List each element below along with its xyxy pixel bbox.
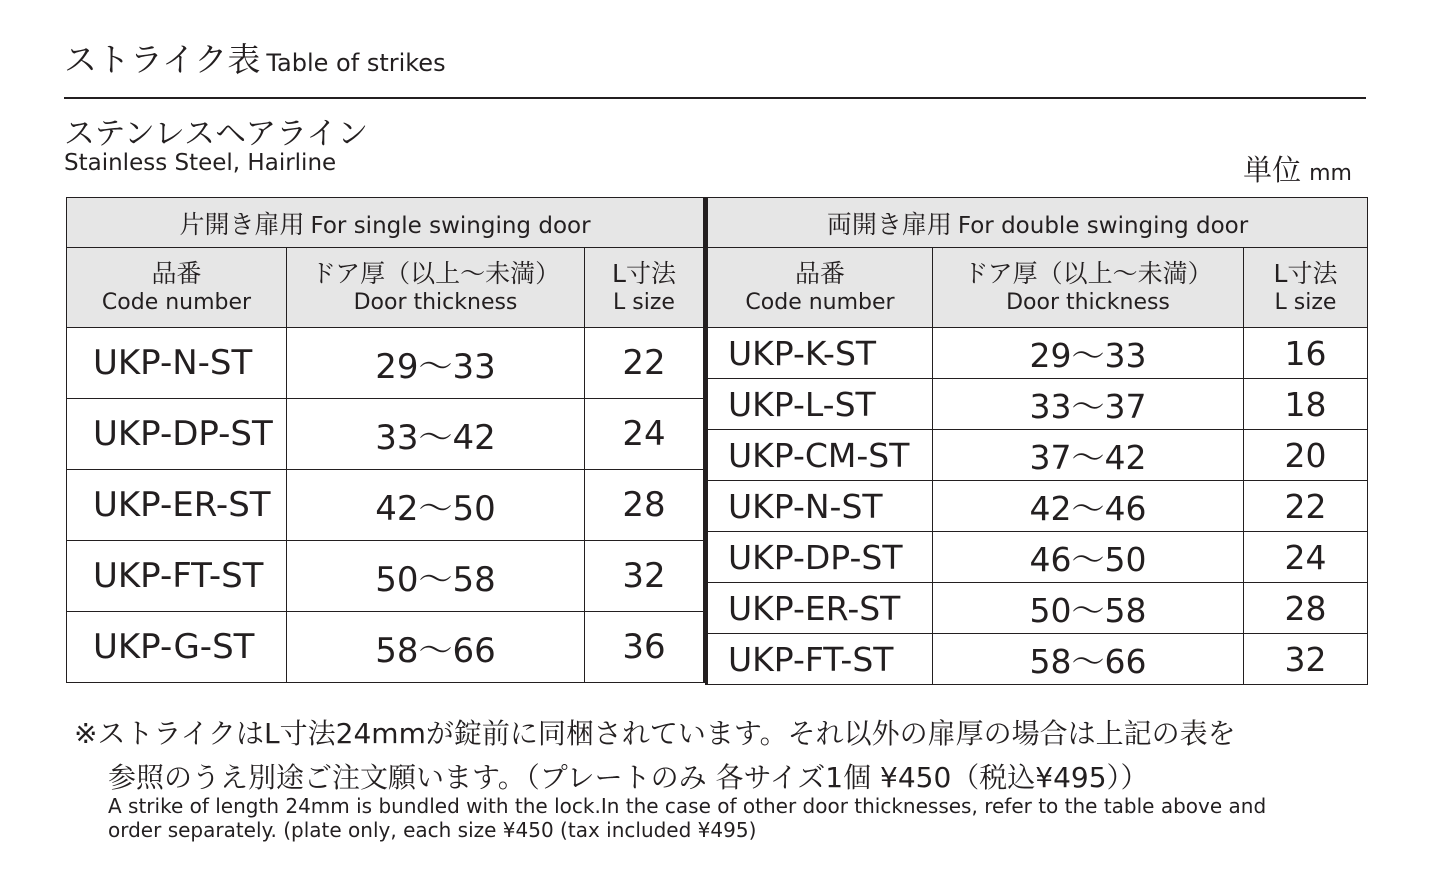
thickness-cell: 50～58	[933, 583, 1244, 634]
double-door-heading	[707, 198, 1368, 248]
double-door-heading-jp: 両開き扉用	[826, 209, 952, 239]
single-door-heading-jp: 片開き扉用	[179, 209, 305, 239]
table-row	[67, 399, 705, 470]
lsize-cell: 32	[585, 541, 705, 612]
col-header-lsize	[1244, 248, 1368, 328]
col-header-thickness	[287, 248, 585, 328]
code-cell: UKP-ER-ST	[67, 470, 287, 541]
code-cell: UKP-K-ST	[707, 328, 933, 379]
lsize-cell: 28	[1244, 583, 1368, 634]
col-header-code-jp: 品番	[151, 259, 202, 289]
note-en-line-1: A strike of length 24mm is bundled with the lock.In the case of other door thicknesses, refer to the table above and	[108, 794, 1267, 818]
table-row	[707, 430, 1368, 481]
lsize-cell: 20	[1244, 430, 1368, 481]
code-cell: UKP-N-ST	[707, 481, 933, 532]
title-en: Table of strikes	[266, 49, 446, 77]
lsize-cell: 32	[1244, 634, 1368, 685]
table-row	[67, 470, 705, 541]
col-header-thickness-en: Door thickness	[1006, 290, 1170, 316]
col-header-thickness-en: Door thickness	[353, 290, 518, 316]
code-cell: UKP-DP-ST	[67, 399, 287, 470]
thickness-cell: 58～66	[933, 634, 1244, 685]
page-title	[64, 34, 446, 81]
code-cell: UKP-FT-ST	[707, 634, 933, 685]
code-cell: UKP-G-ST	[67, 612, 287, 683]
thickness-cell: 29～33	[933, 328, 1244, 379]
table-row	[67, 328, 705, 399]
thickness-cell: 29～33	[287, 328, 585, 399]
col-header-code-en: Code number	[101, 290, 252, 316]
lsize-cell: 36	[585, 612, 705, 683]
thickness-cell: 42～50	[287, 470, 585, 541]
table-row	[707, 532, 1368, 583]
lsize-cell: 16	[1244, 328, 1368, 379]
thickness-cell: 37～42	[933, 430, 1244, 481]
unit-label-en: mm	[1309, 161, 1352, 186]
double-door-heading-en: For double swinging door	[957, 212, 1249, 239]
thickness-cell: 33～42	[287, 399, 585, 470]
col-header-code	[707, 248, 933, 328]
code-cell: UKP-ER-ST	[707, 583, 933, 634]
col-header-thickness	[933, 248, 1244, 328]
lsize-cell: 24	[585, 399, 705, 470]
thickness-cell: 50～58	[287, 541, 585, 612]
lsize-cell: 18	[1244, 379, 1368, 430]
lsize-cell: 24	[1244, 532, 1368, 583]
thickness-cell: 46～50	[933, 532, 1244, 583]
code-cell: UKP-L-ST	[707, 379, 933, 430]
table-row	[707, 481, 1368, 532]
col-header-code-en: Code number	[745, 290, 895, 316]
col-header-thickness-jp: ドア厚（以上～未満）	[963, 259, 1213, 289]
code-cell: UKP-FT-ST	[67, 541, 287, 612]
table-row	[707, 328, 1368, 379]
title-divider	[64, 97, 1366, 99]
note-jp-line-2: 参照のうえ別途ご注文願います。（プレートのみ 各サイズ1個 ¥450（税込¥495））	[108, 761, 1149, 794]
col-header-lsize-en: L size	[613, 290, 675, 316]
col-header-lsize-jp: L寸法	[1273, 259, 1338, 289]
lsize-cell: 22	[585, 328, 705, 399]
note-jp-line-1: ※ストライクはL寸法24mmが錠前に同梱されています。それ以外の扉厚の場合は上記の表を	[74, 717, 1236, 750]
code-cell: UKP-CM-ST	[707, 430, 933, 481]
col-header-thickness-jp: ドア厚（以上～未満）	[310, 259, 561, 289]
table-row	[67, 612, 705, 683]
col-header-lsize-jp: L寸法	[612, 259, 676, 289]
section-title-en: Stainless Steel, Hairline	[64, 150, 337, 176]
col-header-lsize	[585, 248, 705, 328]
thickness-cell: 58～66	[287, 612, 585, 683]
section-title-jp: ステンレスヘアライン	[64, 116, 369, 152]
single-door-heading-en: For single swinging door	[310, 212, 591, 239]
col-header-lsize-en: L size	[1274, 290, 1337, 316]
thickness-cell: 33～37	[933, 379, 1244, 430]
code-cell: UKP-N-ST	[67, 328, 287, 399]
col-header-code	[67, 248, 287, 328]
single-door-heading	[67, 198, 705, 248]
double-door-table	[705, 197, 1368, 685]
table-row	[707, 634, 1368, 685]
lsize-cell: 22	[1244, 481, 1368, 532]
thickness-cell: 42～46	[933, 481, 1244, 532]
col-header-code-jp: 品番	[794, 259, 845, 289]
single-door-table	[66, 197, 706, 683]
table-row	[707, 379, 1368, 430]
note-en-line-2: order separately. (plate only, each size ¥450 (tax included ¥495)	[108, 818, 757, 842]
title-jp: ストライク表	[64, 40, 261, 79]
unit-label-jp: 単位	[1243, 153, 1302, 187]
table-row	[67, 541, 705, 612]
lsize-cell: 28	[585, 470, 705, 541]
unit-label	[1243, 148, 1352, 189]
code-cell: UKP-DP-ST	[707, 532, 933, 583]
table-row	[707, 583, 1368, 634]
